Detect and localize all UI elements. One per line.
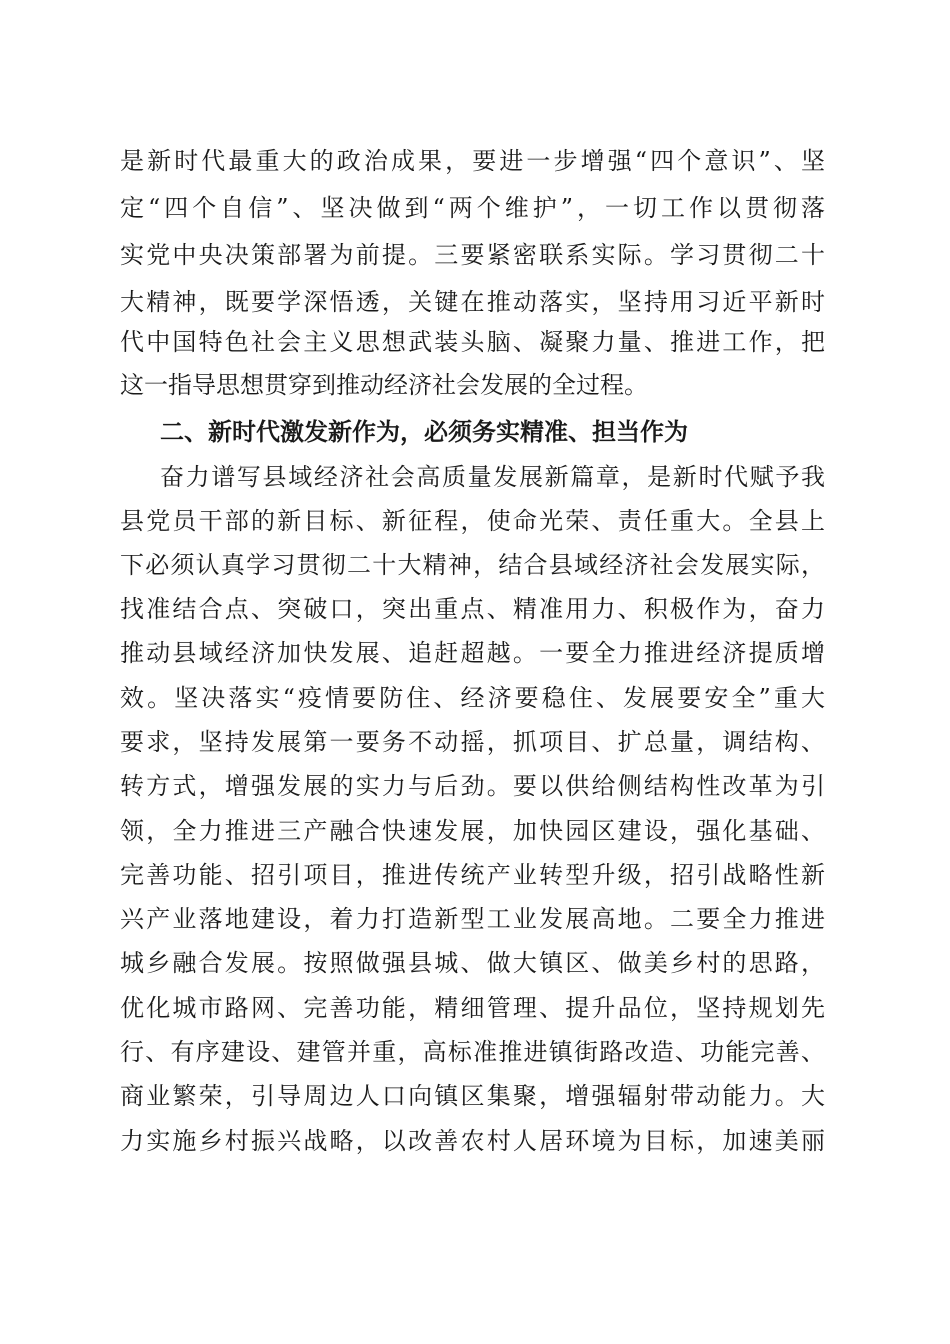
paragraph-2-line-4: 找准结合点、突破口，突出重点、精准用力、积极作为，奋力 <box>120 595 825 623</box>
paragraph-1-line-2: 定“四个自信”、坚决做到“两个维护”，一切工作以贯彻落 <box>120 194 825 222</box>
paragraph-1-line-4: 大精神，既要学深悟透，关键在推动落实，坚持用习近平新时 <box>120 288 825 316</box>
paragraph-2-line-5: 推动县域经济加快发展、追赶超越。一要全力推进经济提质增 <box>120 639 825 667</box>
paragraph-1-line-6: 这一指导思想贯穿到推动经济社会发展的全过程。 <box>120 371 648 399</box>
paragraph-2-line-15: 商业繁荣，引导周边人口向镇区集聚，增强辐射带动能力。大 <box>120 1082 825 1110</box>
paragraph-2-line-9: 领，全力推进三产融合快速发展，加快园区建设，强化基础、 <box>120 817 825 845</box>
paragraph-2-line-14: 行、有序建设、建管并重，高标准推进镇街路改造、功能完善、 <box>120 1038 825 1066</box>
paragraph-2-line-12: 城乡融合发展。按照做强县城、做大镇区、做美乡村的思路， <box>120 949 825 977</box>
paragraph-2-line-6: 效。坚决落实“疫情要防住、经济要稳住、发展要安全”重大 <box>120 684 825 712</box>
section-heading: 二、新时代激发新作为，必须务实精准、担当作为 <box>160 418 688 446</box>
paragraph-2-line-7: 要求，坚持发展第一要务不动摇，抓项目、扩总量，调结构、 <box>120 728 825 756</box>
paragraph-2-line-2: 县党员干部的新目标、新征程，使命光荣、责任重大。全县上 <box>120 507 825 535</box>
paragraph-2-line-10: 完善功能、招引项目，推进传统产业转型升级，招引战略性新 <box>120 861 825 889</box>
paragraph-2-line-8: 转方式，增强发展的实力与后劲。要以供给侧结构性改革为引 <box>120 772 825 800</box>
paragraph-2-line-1: 奋力谱写县域经济社会高质量发展新篇章，是新时代赋予我 <box>160 463 825 491</box>
paragraph-2-line-11: 兴产业落地建设，着力打造新型工业发展高地。二要全力推进 <box>120 905 825 933</box>
paragraph-1-line-3: 实党中央决策部署为前提。三要紧密联系实际。学习贯彻二十 <box>120 241 825 269</box>
paragraph-2-line-16: 力实施乡村振兴战略，以改善农村人居环境为目标，加速美丽 <box>120 1127 825 1155</box>
paragraph-1-line-1: 是新时代最重大的政治成果，要进一步增强“四个意识”、坚 <box>120 147 825 175</box>
paragraph-1-line-5: 代中国特色社会主义思想武装头脑、凝聚力量、推进工作，把 <box>120 328 825 356</box>
paragraph-2-line-3: 下必须认真学习贯彻二十大精神，结合县域经济社会发展实际， <box>120 551 825 579</box>
paragraph-2-line-13: 优化城市路网、完善功能，精细管理、提升品位，坚持规划先 <box>120 994 825 1022</box>
